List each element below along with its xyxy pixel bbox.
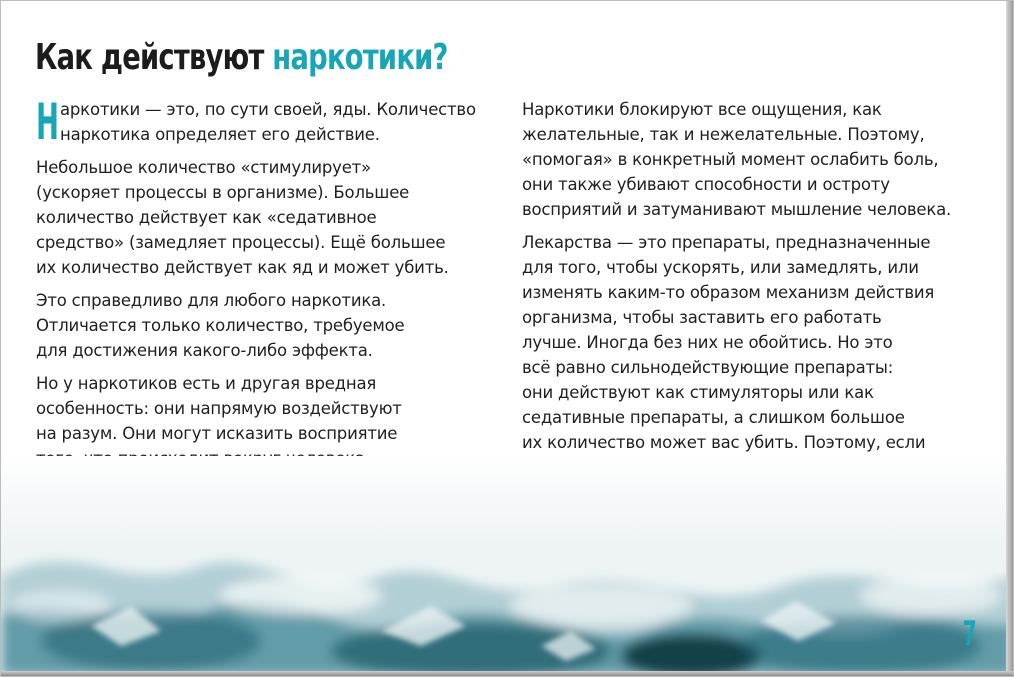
text-line: они также убивают способности и остроту (522, 175, 890, 194)
text-line: изменять каким-то образом механизм действия (522, 283, 935, 302)
text-line: наркотика определяет его действие. (60, 125, 380, 144)
paragraph-dosage (36, 155, 498, 280)
text-line: на разум. Они могут исказить восприятие (36, 424, 398, 443)
page-title (35, 35, 448, 81)
text-line: (ускоряет процессы в организме). Большее (36, 183, 410, 202)
text-line: всё равно сильнодействующие препараты: (522, 358, 894, 377)
text-line: Но у наркотиков есть и другая вредная (36, 374, 377, 393)
text-line: аркотики — это, по сути своей, яды. Количество (60, 100, 476, 119)
text-line: особенность: они напрямую воздействуют (36, 399, 402, 418)
text-line: желательные, так и нежелательные. Поэтому, (522, 125, 925, 144)
text-line: для того, чтобы ускорять, или замедлять, или (522, 258, 919, 277)
text-line: восприятий и затуманивают мышление человека. (522, 200, 952, 219)
text-line: лучше. Иногда без них не обойтись. Но это (522, 333, 893, 352)
title-part-accent: наркотики? (272, 37, 448, 78)
text-line: средство» (замедляет процессы). Ещё большее (36, 233, 446, 252)
page-edge-shadow-bottom (1, 671, 1014, 676)
text-line: количество действует как «седативное (36, 208, 377, 227)
text-line: Небольшое количество «стимулирует» (36, 158, 371, 177)
text-line: Это справедливо для любого наркотика. (36, 291, 387, 310)
title-part-main: Как действуют (35, 37, 273, 78)
paragraph-intro (36, 93, 498, 151)
text-line: они действуют как стимуляторы или как (522, 383, 874, 402)
page-number: 7 (962, 614, 977, 654)
text-line: «помогая» в конкретный момент ослабить боль, (522, 150, 939, 169)
text-line: для достижения какого-либо эффекта. (36, 341, 373, 360)
text-line: их количество действует как яд и может убить. (36, 258, 449, 277)
text-line: их количество может вас убить. Поэтому, если (522, 433, 926, 452)
text-line: Наркотики блокируют все ощущения, как (522, 100, 882, 119)
text-line: организма, чтобы заставить его работать (522, 308, 882, 327)
drop-cap: Н (36, 93, 59, 151)
paragraph-any-drug (36, 288, 498, 363)
ice-texture-image (1, 456, 1014, 676)
text-line: Лекарства — это препараты, предназначенные (522, 233, 931, 252)
text-line: Отличается только количество, требуемое (36, 316, 405, 335)
page-edge-shadow-right (1006, 1, 1013, 677)
text-line: седативные препараты, а слишком большое (522, 408, 905, 427)
paragraph-blocking (522, 97, 984, 222)
